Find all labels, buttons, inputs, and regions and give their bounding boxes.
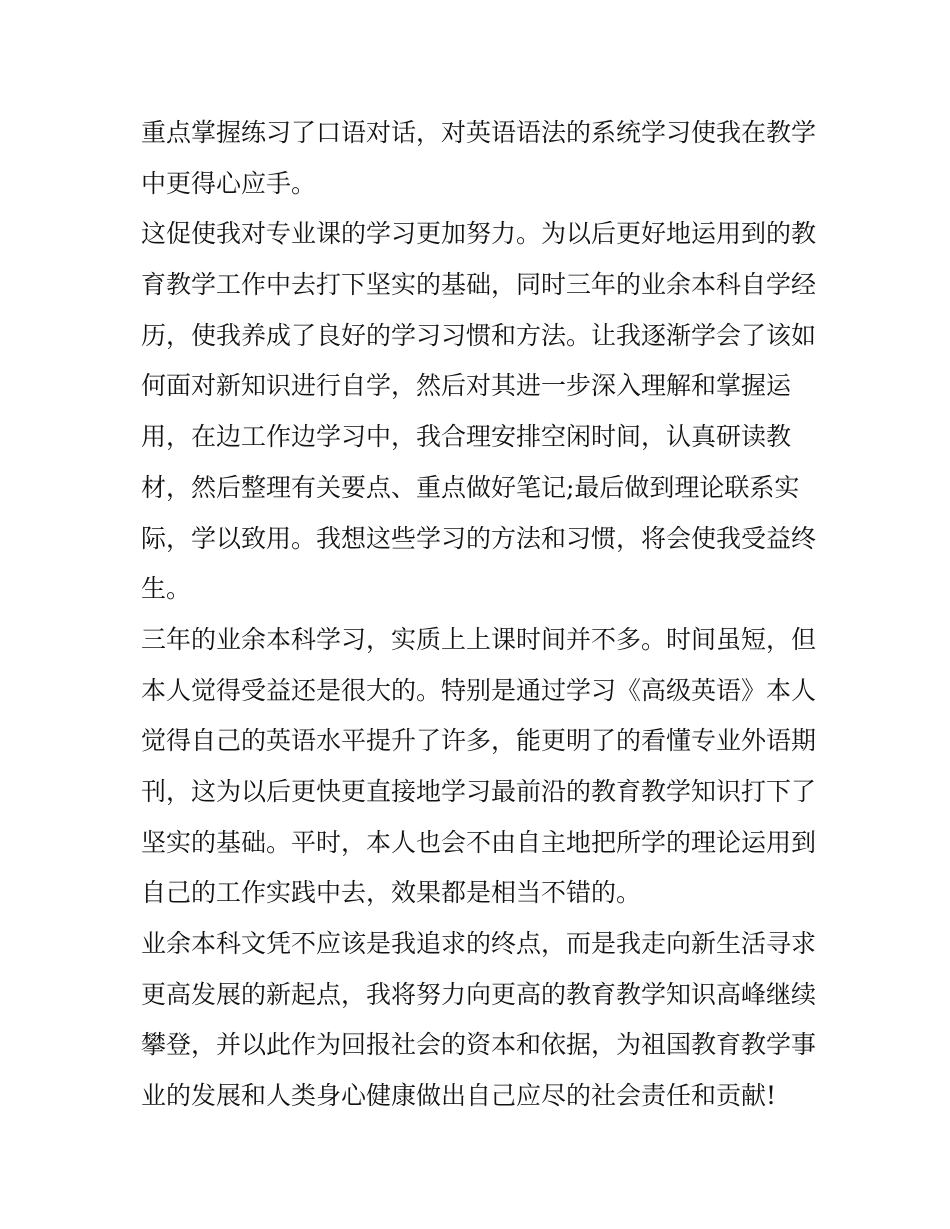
text-line: 这促使我对专业课的学习更加努力。为以后更好地运用到的教 <box>141 219 817 249</box>
text-line: 三年的业余本科学习，实质上上课时间并不多。时间虽短，但 <box>141 624 817 654</box>
text-line: 业的发展和人类身心健康做出自己应尽的社会责任和贡献! <box>141 1081 777 1111</box>
text-line: 生。 <box>141 574 192 604</box>
text-line: 际，学以致用。我想这些学习的方法和习惯，将会使我受益终 <box>141 523 817 553</box>
text-line: 刊，这为以后更快更直接地学习最前沿的教育教学知识打下了 <box>141 776 817 806</box>
text-line: 材，然后整理有关要点、重点做好笔记;最后做到理论联系实 <box>141 472 800 502</box>
text-line: 何面对新知识进行自学，然后对其进一步深入理解和掌握运 <box>141 371 792 401</box>
text-line: 历，使我养成了良好的学习习惯和方法。让我逐渐学会了该如 <box>141 320 817 350</box>
text-line: 坚实的基础。平时，本人也会不由自主地把所学的理论运用到 <box>141 827 817 857</box>
text-line: 攀登，并以此作为回报社会的资本和依据，为祖国教育教学事 <box>141 1030 817 1060</box>
text-line: 重点掌握练习了口语对话，对英语语法的系统学习使我在教学 <box>141 118 817 147</box>
text-line: 业余本科文凭不应该是我追求的终点，而是我走向新生活寻求 <box>141 929 817 958</box>
text-line: 本人觉得受益还是很大的。特别是通过学习《高级英语》本人 <box>141 675 817 705</box>
text-line: 中更得心应手。 <box>141 168 317 198</box>
text-line: 用，在边工作边学习中，我合理安排空闲时间，认真研读教 <box>141 422 792 452</box>
text-line: 觉得自己的英语水平提升了许多，能更明了的看懂专业外语期 <box>141 726 817 756</box>
document-body <box>141 108 817 1122</box>
text-line: 更高发展的新起点，我将努力向更高的教育教学知识高峰继续 <box>141 979 817 1009</box>
text-line: 自己的工作实践中去，效果都是相当不错的。 <box>141 878 642 908</box>
text-line: 育教学工作中去打下坚实的基础，同时三年的业余本科自学经 <box>141 270 817 300</box>
